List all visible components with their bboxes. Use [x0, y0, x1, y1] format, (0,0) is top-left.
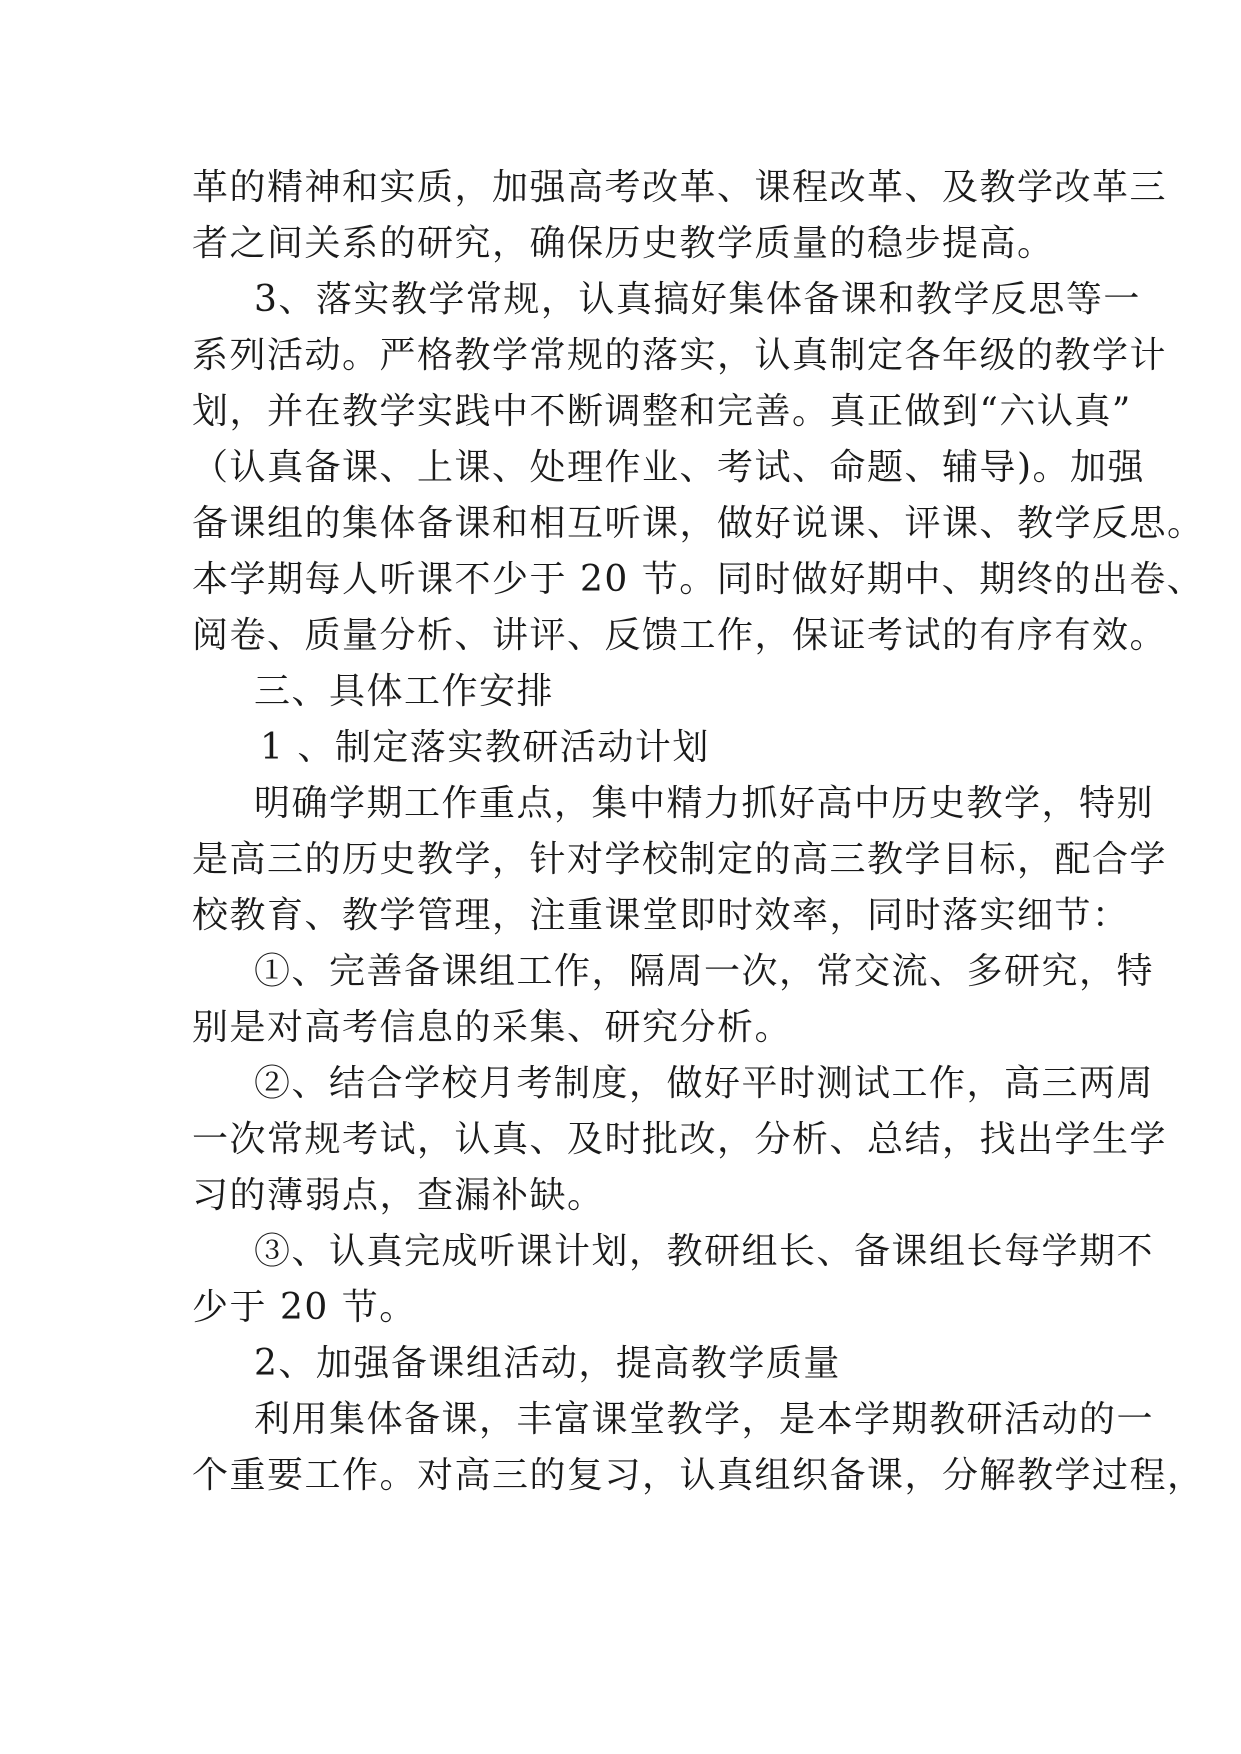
text-line: 一次常规考试，认真、及时批改，分析、总结，找出学生学 — [192, 1119, 1168, 1160]
text-line: 少于 20 节。 — [192, 1287, 417, 1328]
text-line: 者之间关系的研究，确保历史教学质量的稳步提高。 — [192, 223, 1055, 264]
section-heading: 三、具体工作安排 — [254, 671, 555, 712]
text-line: 划，并在教学实践中不断调整和完善。真正做到“六认真” — [192, 391, 1132, 432]
text-line: 校教育、教学管理，注重课堂即时效率，同时落实细节： — [192, 895, 1130, 936]
list-item-line: ①、完善备课组工作，隔周一次，常交流、多研究，特 — [254, 951, 1155, 992]
text-line: （认真备课、上课、处理作业、考试、命题、辅导)。加强 — [192, 447, 1146, 488]
text-line: 利用集体备课，丰富课堂教学，是本学期教研活动的一 — [254, 1399, 1155, 1440]
text-line: 别是对高考信息的采集、研究分析。 — [192, 1007, 793, 1048]
text-line: 明确学期工作重点，集中精力抓好高中历史教学，特别 — [254, 783, 1155, 824]
text-line: 系列活动。严格教学常规的落实，认真制定各年级的教学计 — [192, 335, 1168, 376]
text-line: 本学期每人听课不少于 20 节。同时做好期中、期终的出卷、 — [192, 559, 1205, 600]
text-line: 3、落实教学常规，认真搞好集体备课和教学反思等一 — [254, 279, 1141, 320]
text-line: 阅卷、质量分析、讲评、反馈工作，保证考试的有序有效。 — [192, 615, 1168, 656]
text-line: 革的精神和实质，加强高考改革、课程改革、及教学改革三 — [192, 167, 1168, 208]
text-line: 习的薄弱点，查漏补缺。 — [192, 1175, 605, 1216]
text-line: 个重要工作。对高三的复习，认真组织备课，分解教学过程， — [192, 1455, 1205, 1496]
text-line: 是高三的历史教学，针对学校制定的高三教学目标，配合学 — [192, 839, 1168, 880]
subsection-heading: 1 、制定落实教研活动计划 — [260, 727, 710, 768]
list-item-line: ③、认真完成听课计划，教研组长、备课组长每学期不 — [254, 1231, 1155, 1272]
subsection-heading: 2、加强备课组活动，提高教学质量 — [254, 1343, 841, 1384]
text-line: 备课组的集体备课和相互听课，做好说课、评课、教学反思。 — [192, 503, 1205, 544]
list-item-line: ②、结合学校月考制度，做好平时测试工作，高三两周 — [254, 1063, 1155, 1104]
